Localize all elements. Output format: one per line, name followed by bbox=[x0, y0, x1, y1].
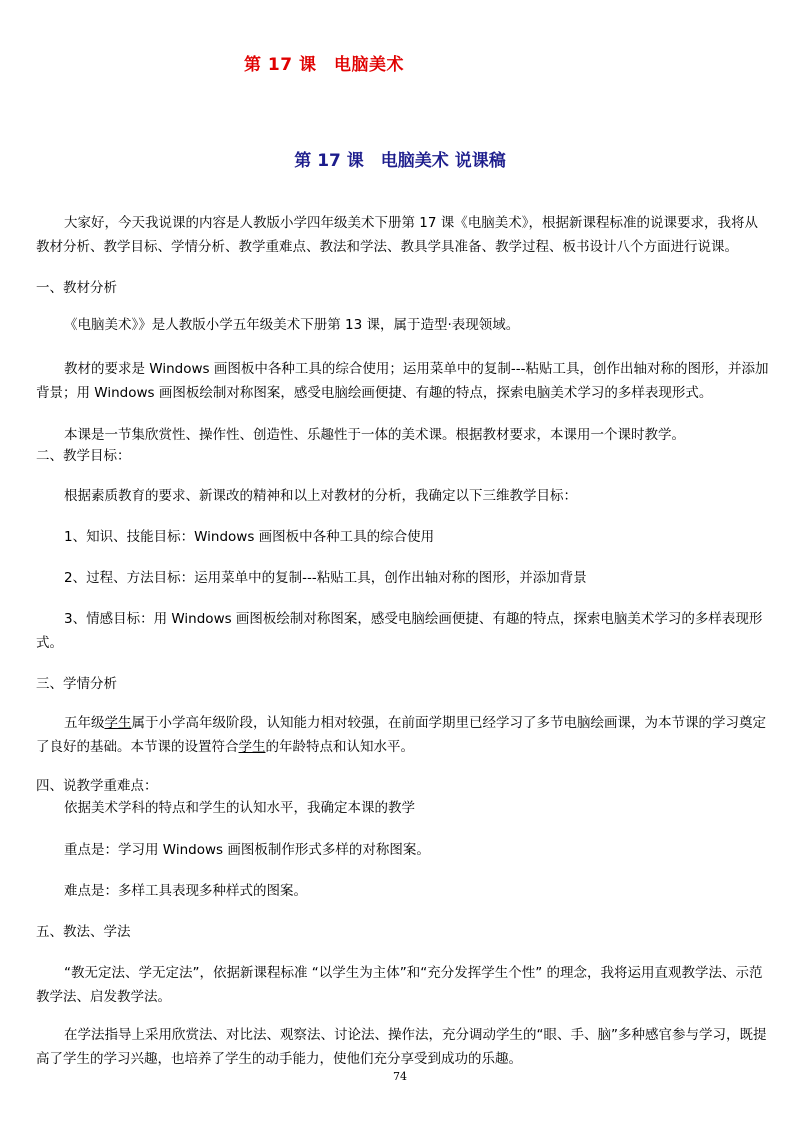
key-point: 重点是：学习用 Windows 画图板制作形式多样的对称图案。 bbox=[64, 842, 430, 858]
learner-text-c: 属于小学高年级阶段，认知能力相对较强，在前面学期里已经学习了多节电脑绘画课，为本节课的学习奠定了良好的基础。本节课的设置符合 bbox=[36, 715, 766, 755]
goals-item-2: 2、过程、方法目标：运用菜单中的复制---粘贴工具，创作出轴对称的图形，并添加背景 bbox=[64, 570, 587, 586]
methods-paragraph-1: “教无定法、学无定法”，依据新课程标准 “以学生为主体”和“充分发挥学生个性” 的理念，我将运用直观教学法、示范教学法、启发教学法。 bbox=[36, 965, 763, 1005]
section-heading-2: 二、教学目标： bbox=[36, 448, 131, 464]
methods-paragraph-2: 在学法指导上采用欣赏法、对比法、观察法、讨论法、操作法，充分调动学生的“眼、手、脑”多种感官参与学习，既提高了学生的学习兴趣，也培养了学生的动手能力，使他们充分享受到成功的乐趣。 bbox=[36, 1027, 767, 1067]
section-heading-1: 一、教材分析 bbox=[36, 280, 117, 296]
textbook-paragraph-1: 《电脑美术》》是人教版小学五年级美术下册第 13 课，属于造型·表现领域。 bbox=[64, 317, 520, 333]
lesson-title: 第 17 课 电脑美术 bbox=[244, 55, 404, 75]
learner-text-e: 的年龄特点和认知水平。 bbox=[265, 739, 414, 755]
learner-text-a: 五年级 bbox=[64, 715, 105, 731]
goals-item-3: 3、情感目标：用 Windows 画图板绘制对称图案，感受电脑绘画便捷、有趣的特点，探索电脑美术学习的多样表现形式。 bbox=[36, 611, 763, 651]
page-number: 74 bbox=[393, 1070, 407, 1083]
section-heading-4: 四、说教学重难点： bbox=[36, 778, 158, 794]
goals-item-1: 1、知识、技能目标：Windows 画图板中各种工具的综合使用 bbox=[64, 529, 435, 545]
intro-paragraph: 大家好，今天我说课的内容是人教版小学四年级美术下册第 17 课《电脑美术》，根据新课程标准的说课要求，我将从教材分析、教学目标、学情分析、教学重难点、教法和学法、教具学具准备、教学过程、板书设计八个方面进行说课。 bbox=[36, 215, 759, 255]
goals-paragraph-1: 根据素质教育的要求、新课改的精神和以上对教材的分析，我确定以下三维教学目标： bbox=[64, 488, 577, 504]
textbook-paragraph-3: 本课是一节集欣赏性、操作性、创造性、乐趣性于一体的美术课。根据教材要求，本课用一个课时教学。 bbox=[64, 427, 685, 443]
students-link-2[interactable]: 学生 bbox=[238, 739, 266, 755]
section-heading-3: 三、学情分析 bbox=[36, 676, 117, 692]
students-link-1[interactable]: 学生 bbox=[104, 715, 132, 731]
section-heading-5: 五、教法、学法 bbox=[36, 924, 131, 940]
learner-analysis-paragraph bbox=[36, 711, 770, 759]
document-title: 第 17 课 电脑美术 说课稿 bbox=[294, 151, 506, 171]
textbook-paragraph-2: 教材的要求是 Windows 画图板中各种工具的综合使用；运用菜单中的复制---粘贴工具，创作出轴对称的图形，并添加背景；用 Windows 画图板绘制对称图案，感受电脑绘画便捷、有趣的特点，探索电脑美术学习的多样表现形式。 bbox=[36, 361, 769, 401]
difficult-point: 难点是：多样工具表现多种样式的图案。 bbox=[64, 883, 307, 899]
key-points-intro: 依据美术学科的特点和学生的认知水平，我确定本课的教学 bbox=[64, 800, 415, 816]
